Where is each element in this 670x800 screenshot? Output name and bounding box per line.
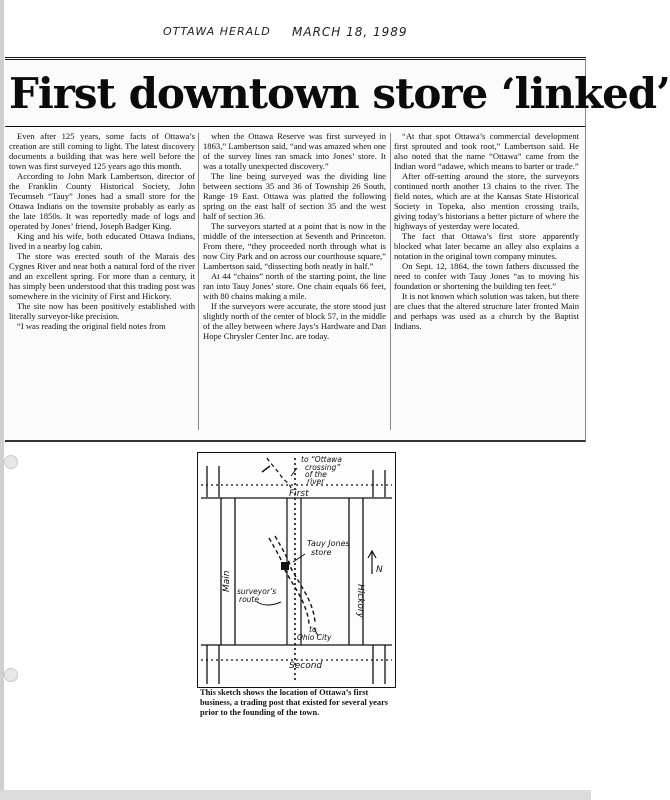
label-route: surveyor’s [237,587,277,596]
paragraph: The surveyors started at a point that is now in the middle of the intersection at Seventh and Princeton. From there, “they proceeded north through what is now City Park and on across our courthouse square,” Lambertson said, “dissecting both neatly in half.” [203,221,386,271]
sketch-map [197,452,396,688]
paragraph: If the surveyors were accurate, the store stood just slightly north of the center of block 57, in the middle of the alley between where Jays’s Hardware and Dan Hope Chrysler Center Inc. are today. [203,301,386,341]
label-to-crossing: to “Ottawa [301,455,342,464]
article-column-1 [9,131,195,331]
paragraph: “At that spot Ottawa’s commercial development first sprouted and took root,” Lambertson said. He also noted that the name “Ottawa” came from the Indian word “adawe, which means to barter or trade.” [394,131,579,171]
label-ohio: Ohio City [297,633,332,642]
label-second-street: Second [289,661,323,671]
paragraph: After off-setting around the store, the surveyors continued north another 13 chains to the river. The field notes, which are at the Kansas State Historical Society in Topeka, also mention crossing trails, giving today’s historians a better picture of where the highways of yesterday were located. [394,171,579,231]
label-to-crossing: river [307,477,325,486]
paragraph: On Sept. 12, 1864, the town fathers discussed the need to confer with Tauy Jones “as to moving his foundation or shortening the building ten feet.” [394,261,579,291]
scan-edge [0,790,591,800]
paragraph: According to John Mark Lambertson, director of the Franklin County Historical Society, John Tecumseh “Tauy” Jones had a small store for the Ottawa Indians on the townsite probably as early as the late 1850s. It was reportedly made of logs and operated by Jones’ friend, Joseph Badger King. [9,171,195,231]
paragraph: “I was reading the original field notes from [17,321,166,331]
headline: First downtown store ‘linked’ [9,69,670,118]
paragraph: when the Ottawa Reserve was first surveyed in 1863,” Lambertson said, “and was amazed when one of the survey lines ran smack into Jones’ store. It was a totally unexpected discovery.” [203,131,386,171]
handwritten-source-note [0,25,591,45]
article-column-2 [203,131,386,341]
article-clipping [5,57,670,442]
map-caption: This sketch shows the location of Ottawa’s first business, a trading post that existed for several years prior to the founding of the town. [200,688,389,717]
publication-date: MARCH 18, 1989 [292,25,408,39]
column-divider [198,133,199,430]
paragraph: The site now has been positively established with literally surveyor-like precision. [9,301,195,321]
store-marker [281,562,289,570]
label-ohio: to [309,625,317,634]
label-route: route [239,595,259,604]
label-store: store [311,548,332,557]
scan-edge [0,0,4,800]
newspaper-name: OTTAWA HERALD [163,25,271,38]
paragraph: Even after 125 years, some facts of Ottawa’s creation are still coming to light. The latest discovery documents a building that was here well before the town was first surveyed 125 years ago this month. [9,131,195,171]
column-divider [390,133,391,430]
label-main-street: Main [222,570,232,592]
label-hickory-street: Hickory [355,584,365,618]
label-store: Tauy Jones [307,539,350,548]
binder-hole [4,455,18,469]
article-column-3 [394,131,579,331]
paragraph: King and his wife, both educated Ottawa Indians, lived in a nearby log cabin. [9,231,195,251]
paragraph: The fact that Ottawa’s first store apparently blocked what later became an alley also explains a notation in the original town company minutes. [394,231,579,261]
paragraph: It is not known which solution was taken, but there are clues that the altered structure later fronted Main and perhaps was used as a church by the Baptist Indians. [394,291,579,331]
paragraph: At 44 “chains” north of the starting point, the line ran into Tauy Jones’ store. One chain equals 66 feet, with 80 chains making a mile. [203,271,386,301]
label-to-crossing: of the [305,470,327,479]
paragraph: The line being surveyed was the dividing line between sections 35 and 36 of Township 26 South, Range 19 East. Ottawa was platted the following spring on the east half of section 35 and the west half of section 36. [203,171,386,221]
paragraph: The store was erected south of the Marais des Cygnes River and near both a natural ford of the river and an excellent spring. For more than a century, it has simply been understood that this trading post was somewhere in the vicinity of First and Hickory. [9,251,195,301]
headline-rule [5,126,585,127]
binder-hole [4,668,18,682]
label-to-crossing: crossing” [305,463,341,472]
label-north: N [376,565,383,575]
label-first-street: First [289,489,309,499]
